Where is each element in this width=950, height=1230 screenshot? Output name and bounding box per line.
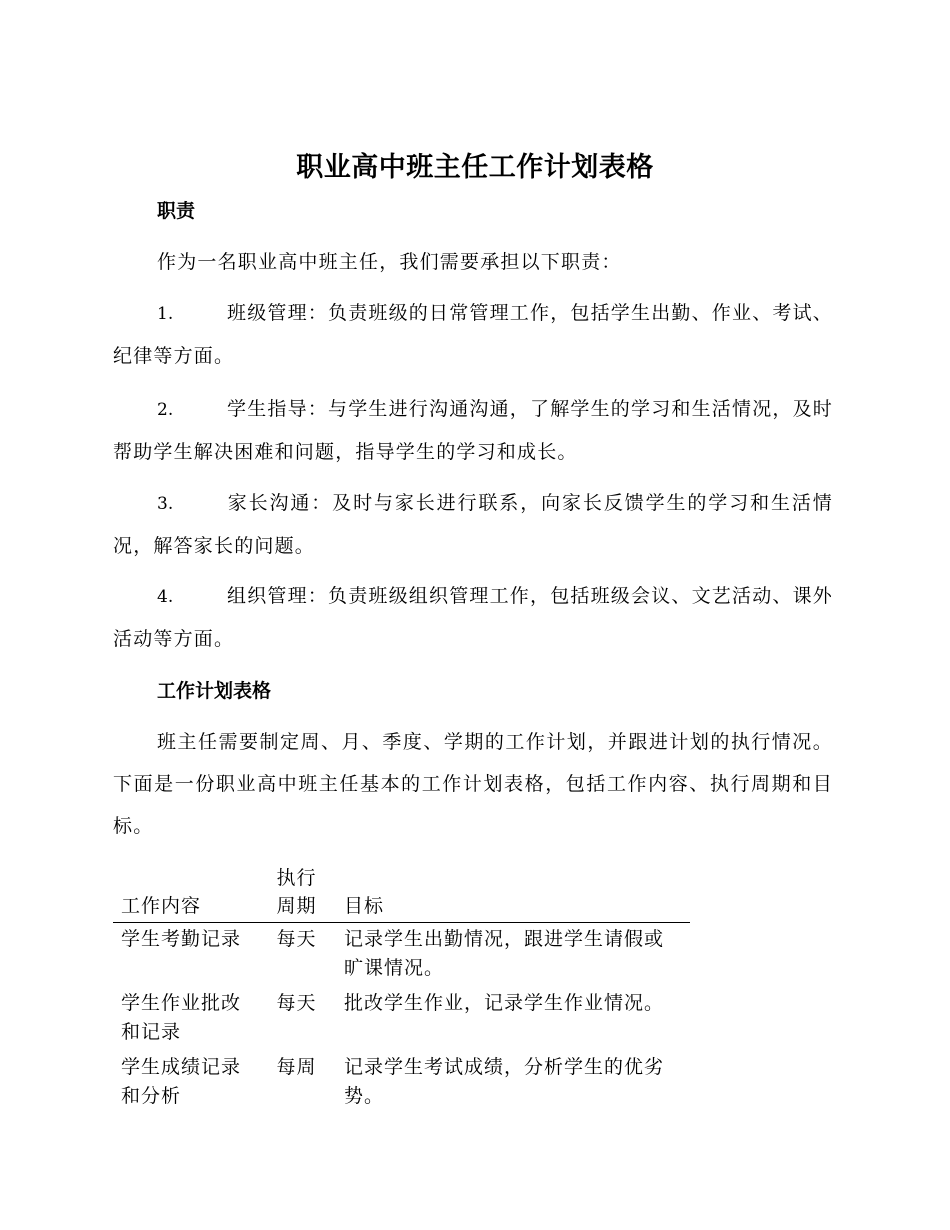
cell-cycle: 每天 bbox=[276, 928, 317, 950]
work-plan-table bbox=[113, 862, 690, 1115]
cell-work-content: 学生成绩记录和分析 bbox=[121, 1056, 242, 1107]
duty-item-text: 家长沟通：及时与家长进行联系，向家长反馈学生的学习和生活情况，解答家长的问题。 bbox=[113, 492, 833, 557]
header-work-content: 工作内容 bbox=[113, 862, 269, 923]
cell-goal: 记录学生出勤情况，跟进学生请假或旷课情况。 bbox=[344, 928, 665, 979]
duty-item-text: 班级管理：负责班级的日常管理工作，包括学生出勤、作业、考试、纪律等方面。 bbox=[113, 302, 834, 367]
duty-item-number: 2. bbox=[157, 400, 174, 420]
cell-work-content: 学生考勤记录 bbox=[121, 928, 242, 950]
duty-item-number: 1. bbox=[157, 304, 174, 324]
cell-cycle: 每周 bbox=[276, 1056, 317, 1078]
duty-item-text: 学生指导：与学生进行沟通沟通，了解学生的学习和生活情况，及时帮助学生解决困难和问题，指导学生的学习和成长。 bbox=[113, 398, 834, 463]
duty-item-number: 4. bbox=[157, 587, 174, 607]
header-goal: 目标 bbox=[336, 862, 690, 923]
duties-intro: 作为一名职业高中班主任，我们需要承担以下职责： bbox=[157, 251, 622, 273]
table-row bbox=[113, 923, 690, 988]
document-title: 职业高中班主任工作计划表格 bbox=[296, 152, 654, 183]
duty-item-3 bbox=[113, 482, 833, 567]
plan-intro: 班主任需要制定周、月、季度、学期的工作计划，并跟进计划的执行情况。下面是一份职业高中班主任基本的工作计划表格，包括工作内容、执行周期和目标。 bbox=[113, 731, 833, 837]
cell-cycle: 每天 bbox=[276, 992, 317, 1014]
table-row bbox=[113, 1051, 690, 1115]
header-cycle: 执行周期 bbox=[269, 862, 337, 923]
duty-item-2 bbox=[113, 388, 833, 473]
duty-item-number: 3. bbox=[157, 494, 174, 514]
duty-item-4 bbox=[113, 575, 833, 660]
duty-item-1 bbox=[113, 292, 833, 377]
table-header-row bbox=[113, 862, 690, 923]
duties-heading: 职责 bbox=[157, 200, 196, 222]
cell-work-content: 学生作业批改和记录 bbox=[121, 992, 242, 1043]
duty-item-text: 组织管理：负责班级组织管理工作，包括班级会议、文艺活动、课外活动等方面。 bbox=[113, 585, 834, 650]
plan-heading: 工作计划表格 bbox=[157, 680, 272, 702]
cell-goal: 记录学生考试成绩，分析学生的优劣势。 bbox=[344, 1056, 665, 1107]
cell-goal: 批改学生作业，记录学生作业情况。 bbox=[344, 992, 665, 1014]
table-row bbox=[113, 987, 690, 1051]
